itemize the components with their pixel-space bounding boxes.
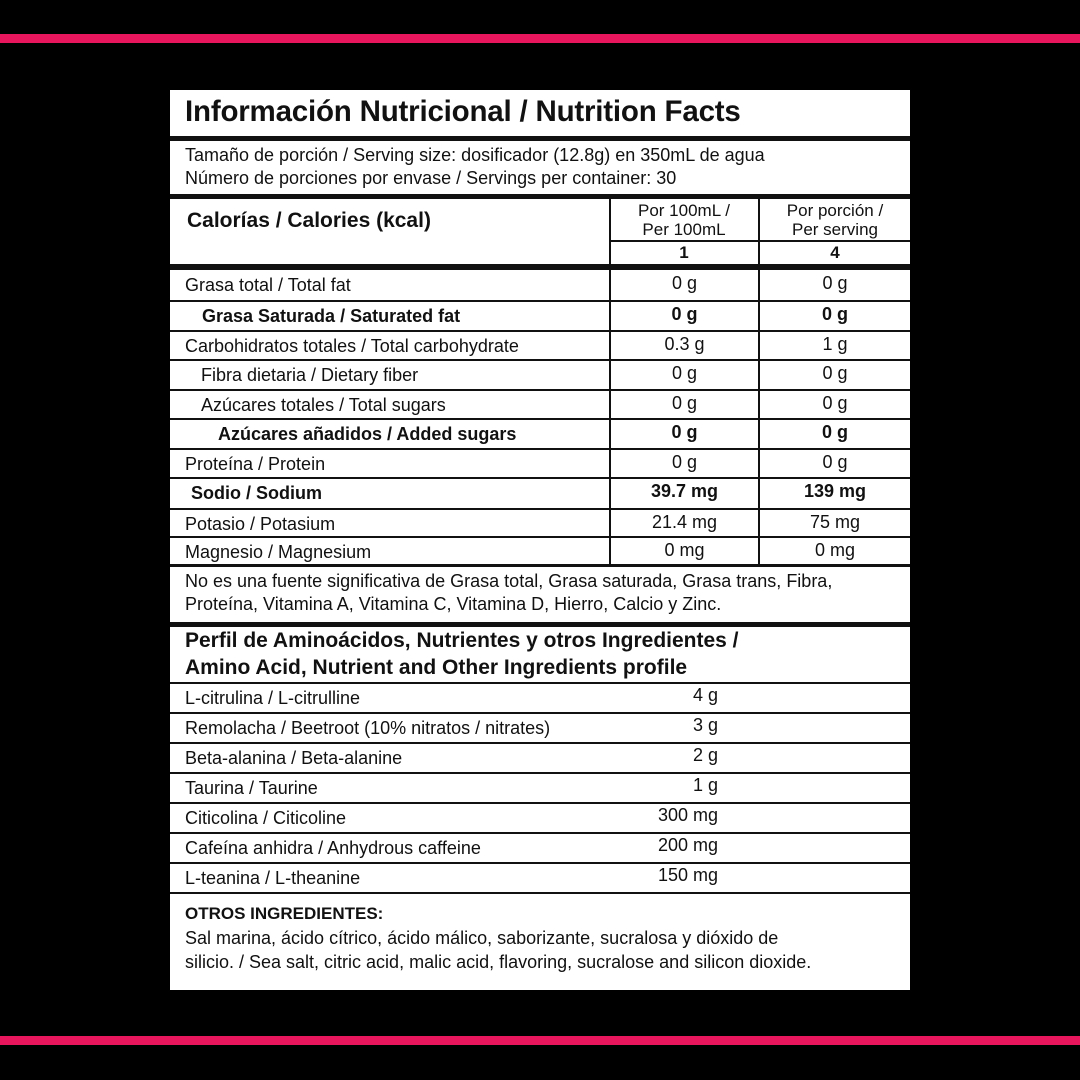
nutrient-row-rule [170, 330, 910, 332]
nutrient-row-rule [170, 448, 910, 450]
amino-row-rule [170, 742, 910, 744]
nutrient-value-per-serving: 0 g [821, 422, 848, 442]
amino-value: 300 mg [657, 805, 718, 825]
nutrient-label: Fibra dietaria / Dietary fiber [201, 365, 419, 385]
amino-value: 4 g [692, 685, 718, 705]
calories-per-100ml: 1 [679, 243, 689, 262]
serving-divider [170, 194, 910, 199]
title-divider [170, 136, 910, 141]
amino-value: 200 mg [657, 835, 718, 855]
nutrient-row-rule [170, 477, 910, 479]
amino-value: 3 g [692, 715, 718, 735]
nutrient-label: Grasa Saturada / Saturated fat [202, 306, 461, 326]
nutrient-value-per-serving: 0 g [822, 393, 848, 413]
profile-title [185, 627, 739, 681]
nutrient-row-rule [170, 359, 910, 361]
calories-divider [170, 264, 910, 270]
amino-label: Taurina / Taurine [185, 778, 318, 798]
amino-row-rule [170, 832, 910, 834]
label-title: Información Nutricional / Nutrition Facts [185, 95, 741, 128]
nutrient-row-rule [170, 418, 910, 420]
amino-label: Citicolina / Citicoline [185, 808, 347, 828]
amino-label: L-citrulina / L-citrulline [185, 688, 361, 708]
bottom-accent-stripe [0, 1036, 1080, 1045]
col-header-per-serving [760, 201, 910, 239]
col-header-underline [610, 240, 910, 242]
nutrient-value-per-serving: 0 mg [814, 540, 856, 560]
nutrient-value-per-serving: 0 g [822, 363, 848, 383]
nutrient-label: Potasio / Potasium [185, 514, 336, 534]
nutrition-label [170, 90, 910, 990]
nutrient-table-bottom [170, 564, 910, 567]
nutrient-row-rule [170, 300, 910, 302]
amino-label: Cafeína anhidra / Anhydrous caffeine [185, 838, 481, 858]
nutrient-row-rule [170, 508, 910, 510]
other-ingredients-text [185, 926, 811, 974]
note-line-2: Proteína, Vitamina A, Vitamina C, Vitamina D, Hierro, Calcio y Zinc. [185, 594, 722, 614]
calories-per-serving: 4 [830, 243, 840, 262]
nutrient-label: Grasa total / Total fat [185, 275, 351, 295]
amino-label: Remolacha / Beetroot (10% nitratos / nitrates) [185, 718, 551, 738]
amino-label: Beta-alanina / Beta-alanine [185, 748, 403, 768]
nutrient-value-per-100ml: 0 g [671, 393, 698, 413]
amino-value: 1 g [692, 775, 718, 795]
nutrient-value-per-100ml: 0 g [671, 422, 698, 442]
nutrient-value-per-100ml: 0 mg [664, 540, 705, 560]
nutrient-label: Carbohidratos totales / Total carbohydrate [185, 336, 519, 356]
nutrient-value-per-100ml: 0 g [671, 273, 698, 293]
profile-title-line-2: Amino Acid, Nutrient and Other Ingredients profile [185, 656, 688, 679]
top-accent-stripe [0, 34, 1080, 43]
nutrient-row-rule [170, 536, 910, 538]
amino-value: 2 g [692, 745, 718, 765]
col-header-per-100ml-line2: Per 100mL [642, 220, 726, 239]
nutrient-value-per-serving: 0 g [822, 452, 848, 472]
serving-size: Tamaño de porción / Serving size: dosificador (12.8g) en 350mL de agua [185, 145, 765, 165]
nutrient-value-per-serving: 0 g [821, 304, 848, 324]
amino-row-rule [170, 862, 910, 864]
nutrient-value-per-100ml: 0 g [671, 304, 698, 324]
amino-row-rule [170, 772, 910, 774]
not-significant-note [185, 570, 832, 616]
amino-row-rule [170, 712, 910, 714]
note-line-1: No es una fuente significativa de Grasa total, Grasa saturada, Grasa trans, Fibra, [185, 571, 833, 591]
amino-row-rule [170, 682, 910, 684]
nutrient-label: Magnesio / Magnesium [185, 542, 372, 562]
nutrient-label: Sodio / Sodium [191, 483, 322, 503]
other-ingredients-line-1: Sal marina, ácido cítrico, ácido málico, saborizante, sucralosa y dióxido de [185, 928, 779, 948]
other-ingredients-title: OTROS INGREDIENTES: [185, 904, 384, 923]
amino-value: 150 mg [657, 865, 718, 885]
nutrient-value-per-serving: 0 g [822, 273, 848, 293]
calories-label: Calorías / Calories (kcal) [187, 209, 431, 232]
col-header-per-serving-line1: Por porción / [786, 201, 884, 220]
nutrient-value-per-serving: 1 g [822, 334, 848, 354]
amino-table-bottom [170, 892, 910, 894]
nutrient-label: Azúcares añadidos / Added sugars [218, 424, 517, 444]
nutrient-label: Proteína / Protein [185, 454, 326, 474]
nutrient-value-per-100ml: 0 g [671, 452, 698, 472]
nutrient-value-per-100ml: 0.3 g [664, 334, 705, 354]
other-ingredients-line-2: silicio. / Sea salt, citric acid, malic acid, flavoring, sucralose and silicon dioxide. [185, 952, 812, 972]
nutrient-value-per-100ml: 0 g [671, 363, 698, 383]
serving-info [185, 144, 765, 190]
column-rule-1 [609, 199, 611, 564]
nutrient-value-per-serving: 75 mg [809, 512, 861, 532]
column-rule-2 [758, 199, 760, 564]
servings-per-container: Número de porciones por envase / Servings per container: 30 [185, 168, 677, 188]
amino-row-rule [170, 802, 910, 804]
col-header-per-100ml [610, 201, 758, 239]
profile-title-line-1: Perfil de Aminoácidos, Nutrientes y otros Ingredientes / [185, 629, 739, 652]
col-header-per-serving-line2: Per serving [792, 220, 878, 239]
nutrient-label: Azúcares totales / Total sugars [201, 395, 446, 415]
nutrient-row-rule [170, 389, 910, 391]
amino-label: L-teanina / L-theanine [185, 868, 361, 888]
col-header-per-100ml-line1: Por 100mL / [638, 201, 730, 220]
nutrient-value-per-100ml: 21.4 mg [651, 512, 718, 532]
nutrient-value-per-100ml: 39.7 mg [650, 481, 719, 501]
nutrient-value-per-serving: 139 mg [803, 481, 867, 501]
